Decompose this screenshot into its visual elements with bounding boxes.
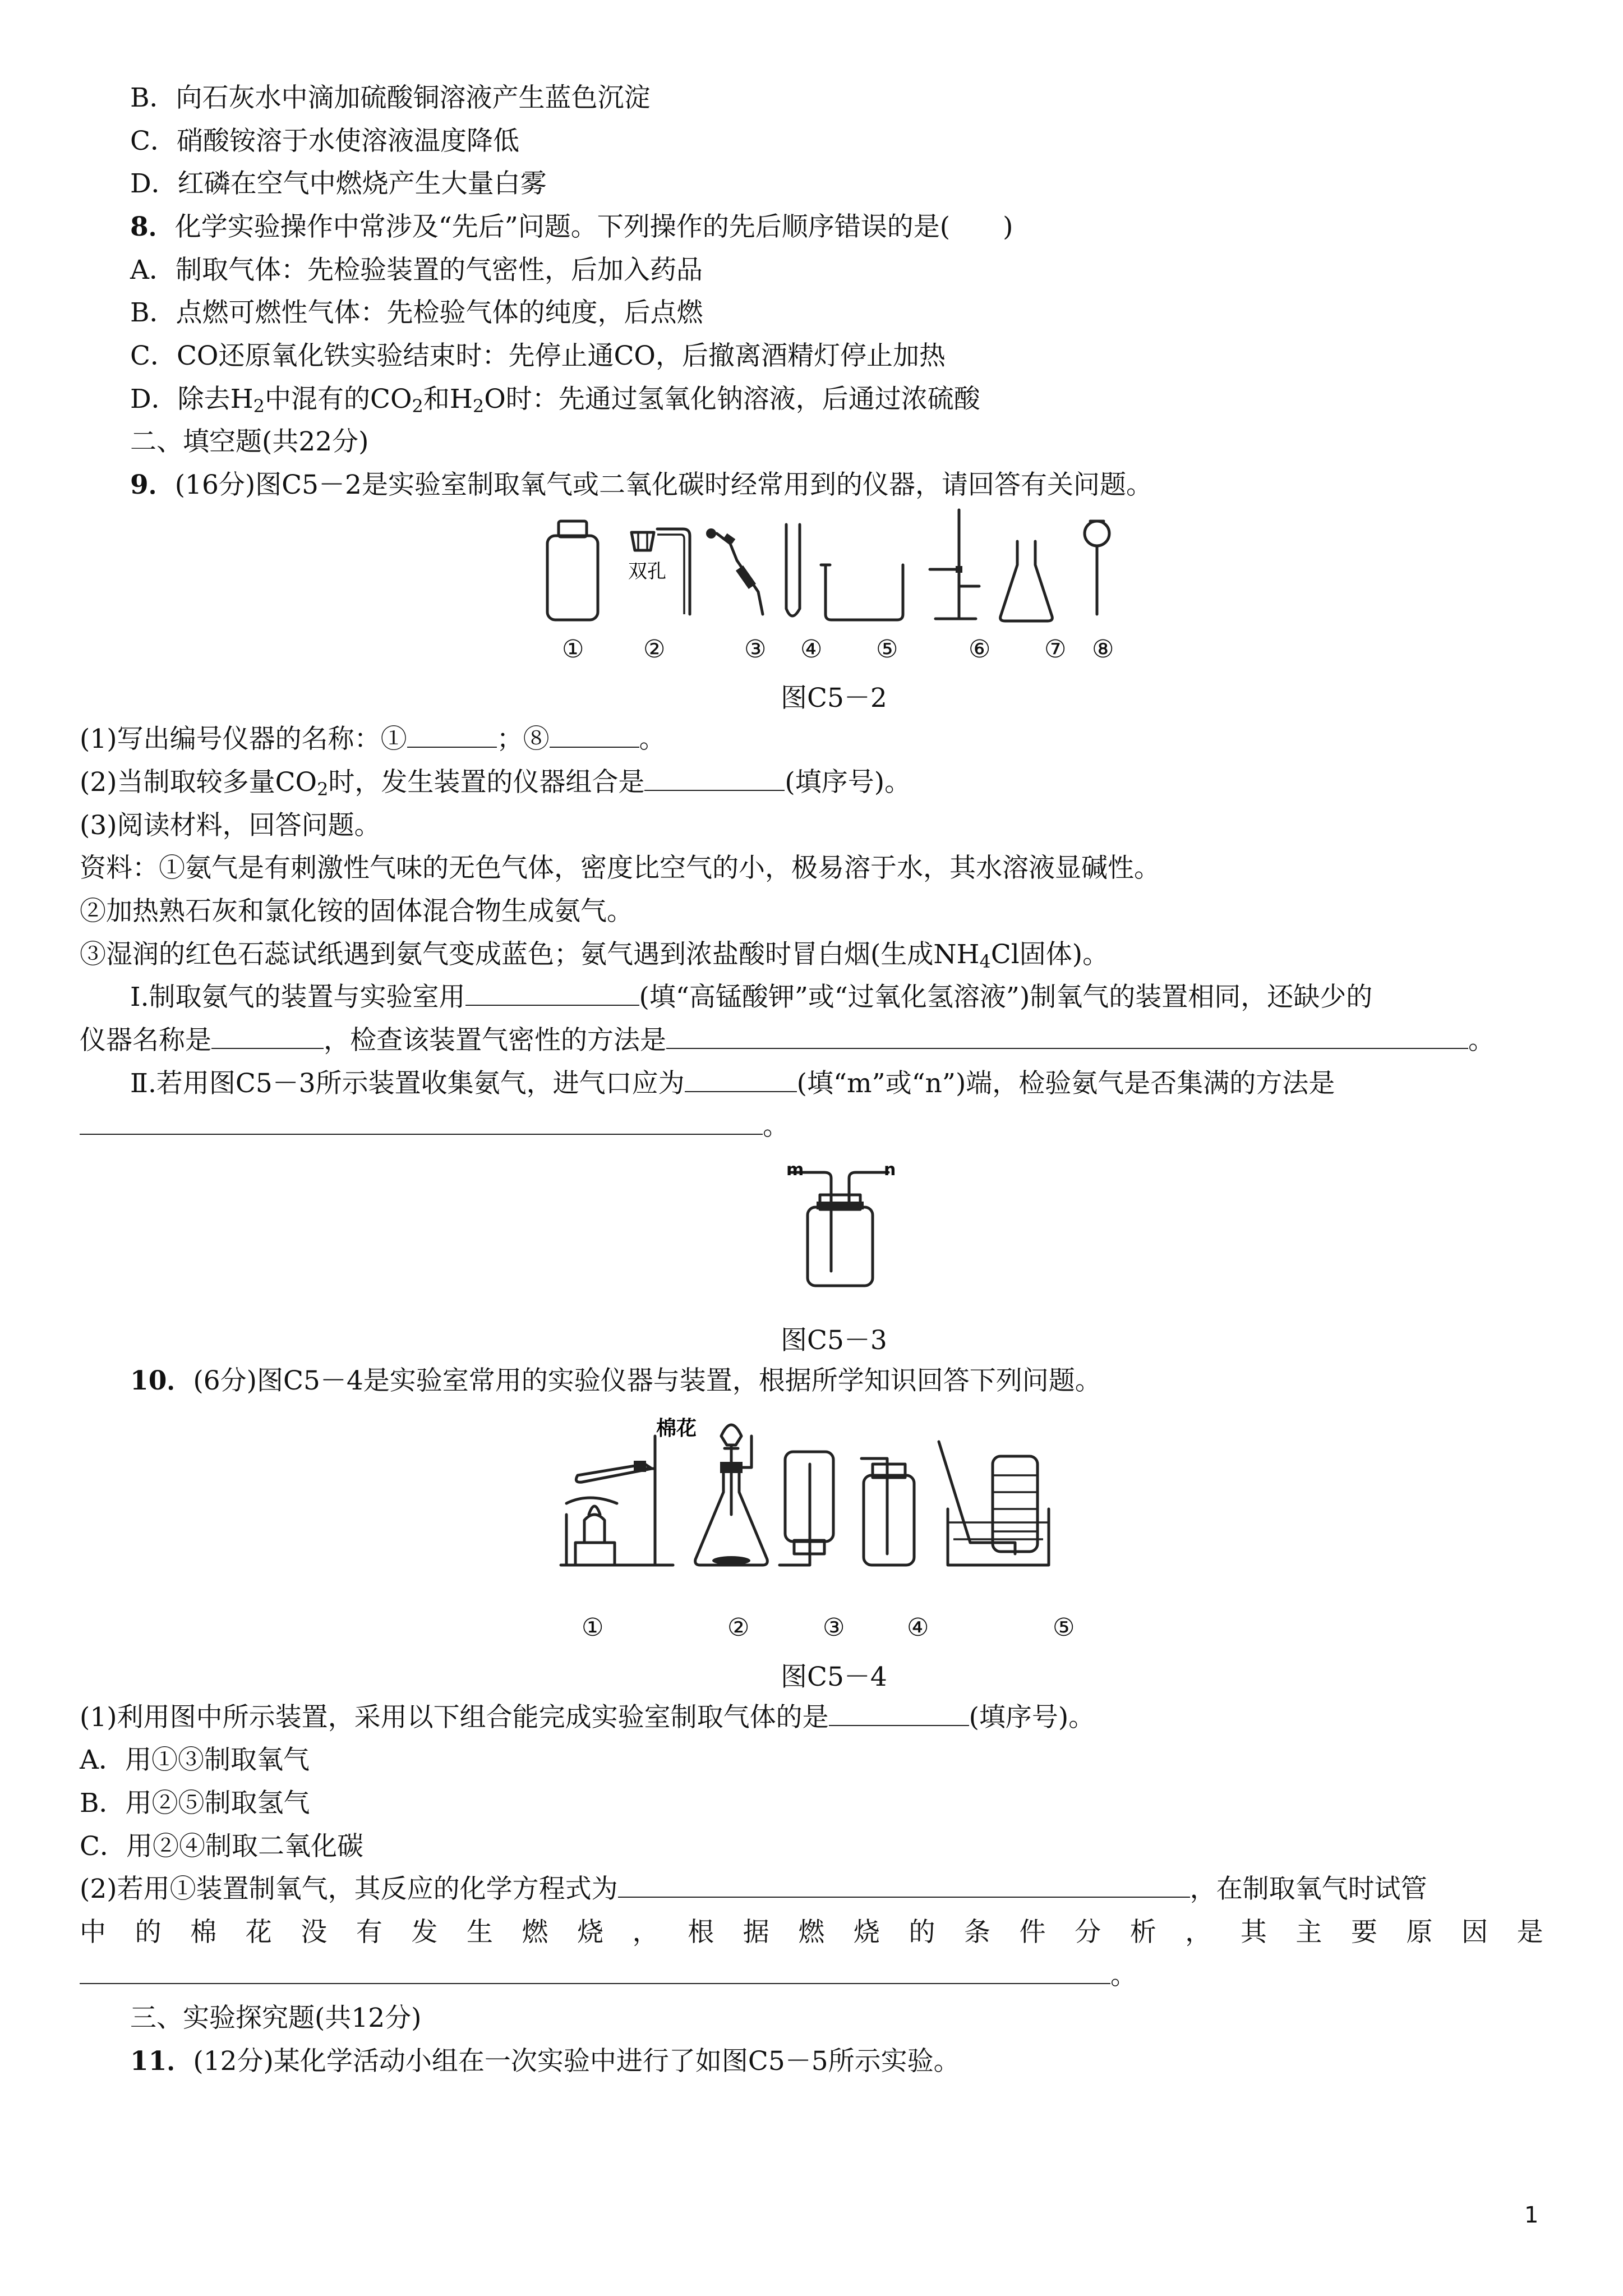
q9-stem: 9．(16分)图C5－2是实验室制取氧气或二氧化碳时经常用到的仪器，请回答有关问题。 (130, 470, 1152, 500)
downward-air-bottle-icon (780, 1452, 833, 1565)
spread-char: 烧 (577, 1917, 604, 1948)
spread-char: 燃 (522, 1917, 548, 1948)
q9-part1: (1)写出编号仪器的名称：① ；⑧ 。 (80, 724, 666, 754)
cotton-label: 棉花 (656, 1417, 697, 1440)
q7-option-c: C．硝酸铵溶于水使溶液温度降低 (130, 126, 519, 157)
iron-stand-icon (930, 510, 979, 619)
q8-option-c: C．CO还原氧化铁实验结束时：先停止通CO，后撤离酒精灯停止加热 (130, 341, 946, 371)
answer-blank (211, 1025, 324, 1049)
page-number: 1 (1524, 2202, 1539, 2228)
section-3-title: 三、实验探究题(共12分) (130, 2003, 422, 2033)
section-2-title: 二、填空题(共22分) (130, 426, 369, 457)
answer-blank (618, 1874, 1190, 1898)
answer-blank (550, 724, 639, 748)
answer-blank (465, 982, 639, 1006)
spread-char: 根 (688, 1917, 714, 1948)
spread-char: 有 (356, 1917, 382, 1948)
answer-blank (80, 1111, 763, 1135)
spread-char: 发 (411, 1917, 438, 1948)
fig4-num-2: ② (727, 1613, 750, 1642)
spread-char: 分 (1075, 1917, 1101, 1948)
answer-blank (829, 1703, 969, 1726)
spread-char: 中 (80, 1917, 106, 1948)
fig2-num-6: ⑥ (969, 635, 991, 664)
fig2-num-7: ⑦ (1044, 635, 1067, 664)
q10-part2-line2 (80, 1916, 1543, 1949)
q9-material-3: ③湿润的红色石蕊试纸遇到氨气变成蓝色；氨气遇到浓盐酸时冒白烟(生成$NH_4Cl$固体)。 (80, 939, 1109, 972)
q9-subq-i-line2: 仪器名称是 ，检查该装置气密性的方法是 。 (80, 1025, 1495, 1056)
fig2-num-5: ⑤ (876, 635, 898, 664)
spread-char: 原 (1406, 1917, 1433, 1948)
q10-option-b: B．用②⑤制取氢气 (80, 1788, 310, 1819)
answer-blank (666, 1025, 1468, 1049)
spread-char: ， (632, 1917, 659, 1948)
answer-blank (407, 724, 497, 748)
water-displacement-icon (939, 1442, 1049, 1565)
q9-subq-ii: Ⅱ.若用图C5－3所示装置收集氨气，进气口应为 (填“m”或“n”)端，检验氨气是否集满的方法是 (130, 1068, 1335, 1099)
spread-char: 棉 (190, 1917, 217, 1948)
fig2-num-4: ④ (800, 635, 823, 664)
two-hole-label: 双孔 (628, 560, 666, 583)
wide-mouth-bottle-icon (547, 521, 598, 620)
q8-stem: 8．化学实验操作中常涉及“先后”问题。下列操作的先后顺序错误的是( ) (130, 211, 1013, 242)
spread-char: 因 (1461, 1917, 1488, 1948)
figure-c5-3-caption: 图C5－3 (781, 1325, 887, 1356)
spread-char: 的 (135, 1917, 162, 1948)
q9-number: 9． (130, 470, 175, 500)
spread-char: 的 (909, 1917, 935, 1948)
q7-option-d: D．红磷在空气中燃烧产生大量白雾 (130, 168, 547, 199)
answer-blank (685, 1069, 797, 1092)
fig3-label-n: n (884, 1160, 896, 1180)
spread-char: 燃 (798, 1917, 825, 1948)
spread-char: 条 (964, 1917, 990, 1948)
fig4-num-1: ① (582, 1613, 604, 1642)
figure-c5-2 (527, 502, 1144, 648)
q10-part1: (1)利用图中所示装置，采用以下组合能完成实验室制取气体的是 (填序号)。 (80, 1702, 1095, 1733)
fig2-num-1: ① (562, 635, 584, 664)
q8-option-b: B．点燃可燃性气体：先检验气体的纯度，后点燃 (130, 297, 703, 328)
q10-number: 10． (130, 1365, 193, 1396)
spread-char: 据 (743, 1917, 769, 1948)
test-tube-icon (786, 524, 800, 616)
fig4-num-4: ④ (907, 1613, 929, 1642)
answer-blank (644, 767, 785, 791)
q9-part2: (2)当制取较多量$CO_2$时，发生装置的仪器组合是 (填序号)。 (80, 767, 911, 800)
fig4-num-3: ③ (823, 1613, 845, 1642)
long-neck-funnel-icon (1085, 521, 1109, 614)
heating-apparatus-icon (561, 1436, 673, 1565)
spread-char: 析 (1129, 1917, 1156, 1948)
spread-char: 主 (1295, 1917, 1322, 1948)
spread-char: 没 (301, 1917, 328, 1948)
fig2-num-2: ② (643, 635, 666, 664)
spread-char: 其 (1240, 1917, 1267, 1948)
q10-option-c: C．用②④制取二氧化碳 (80, 1831, 363, 1862)
delivery-tube-with-clip-icon (706, 528, 763, 614)
two-hole-stopper-icon (631, 532, 654, 550)
q9-subq-ii-line2: 。 (80, 1110, 789, 1143)
q9-material-1: 资料：①氨气是有刺激性气味的无色气体，密度比空气的小，极易溶于水，其水溶液显碱性。 (80, 853, 1160, 884)
q8-number: 8． (130, 211, 175, 242)
q11-stem: 11．(12分)某化学活动小组在一次实验中进行了如图C5－5所示实验。 (130, 2046, 960, 2077)
figure-c5-2-caption: 图C5－2 (781, 683, 887, 714)
q10-option-a: A．用①③制取氧气 (80, 1745, 310, 1775)
q9-part3: (3)阅读材料，回答问题。 (80, 810, 381, 841)
spread-char: 要 (1350, 1917, 1377, 1948)
spread-char: 生 (466, 1917, 493, 1948)
gas-collecting-bottle-icon (791, 1172, 888, 1286)
q7-option-b: B．向石灰水中滴加硫酸铜溶液产生蓝色沉淀 (130, 82, 651, 113)
figure-c5-4-caption: 图C5－4 (781, 1662, 887, 1692)
fig2-num-3: ③ (744, 635, 767, 664)
q8-option-d: D．除去$H_2$中混有的$CO_2$和$H_2O$时：先通过氢氧化钠溶液，后通过浓硫酸 (130, 384, 980, 417)
upward-air-bottle-icon (861, 1458, 914, 1565)
q9-material-2: ②加热熟石灰和氯化铵的固体混合物生成氨气。 (80, 896, 633, 927)
answer-blank (80, 1961, 1110, 1984)
q11-number: 11． (130, 2046, 193, 2077)
q10-part2: (2)若用①装置制氧气，其反应的化学方程式为 ，在制取氧气时试管 (80, 1874, 1427, 1904)
fig3-label-m: m (786, 1160, 804, 1180)
spread-char: ， (1185, 1917, 1212, 1948)
spread-char: 烧 (853, 1917, 880, 1948)
conical-flask-icon (1000, 541, 1053, 621)
q9-subq-i: Ⅰ.制取氨气的装置与实验室用 (填“高锰酸钾”或“过氧化氢溶液”)制氧气的装置相同，还缺少的 (130, 982, 1373, 1013)
q8-option-a: A．制取气体：先检验装置的气密性，后加入药品 (130, 255, 703, 286)
flask-with-funnel-icon (695, 1425, 768, 1565)
figure-c5-4 (555, 1402, 1116, 1576)
spread-char: 是 (1516, 1917, 1543, 1948)
fig4-num-5: ⑤ (1053, 1613, 1075, 1642)
q10-part2-line3: 。 (80, 1959, 1137, 1993)
trough-icon (821, 565, 903, 620)
spread-char: 件 (1019, 1917, 1046, 1948)
fig2-num-8: ⑧ (1092, 635, 1114, 664)
q10-stem: 10．(6分)图C5－4是实验室常用的实验仪器与装置，根据所学知识回答下列问题。 (130, 1365, 1101, 1396)
spread-char: 花 (245, 1917, 272, 1948)
